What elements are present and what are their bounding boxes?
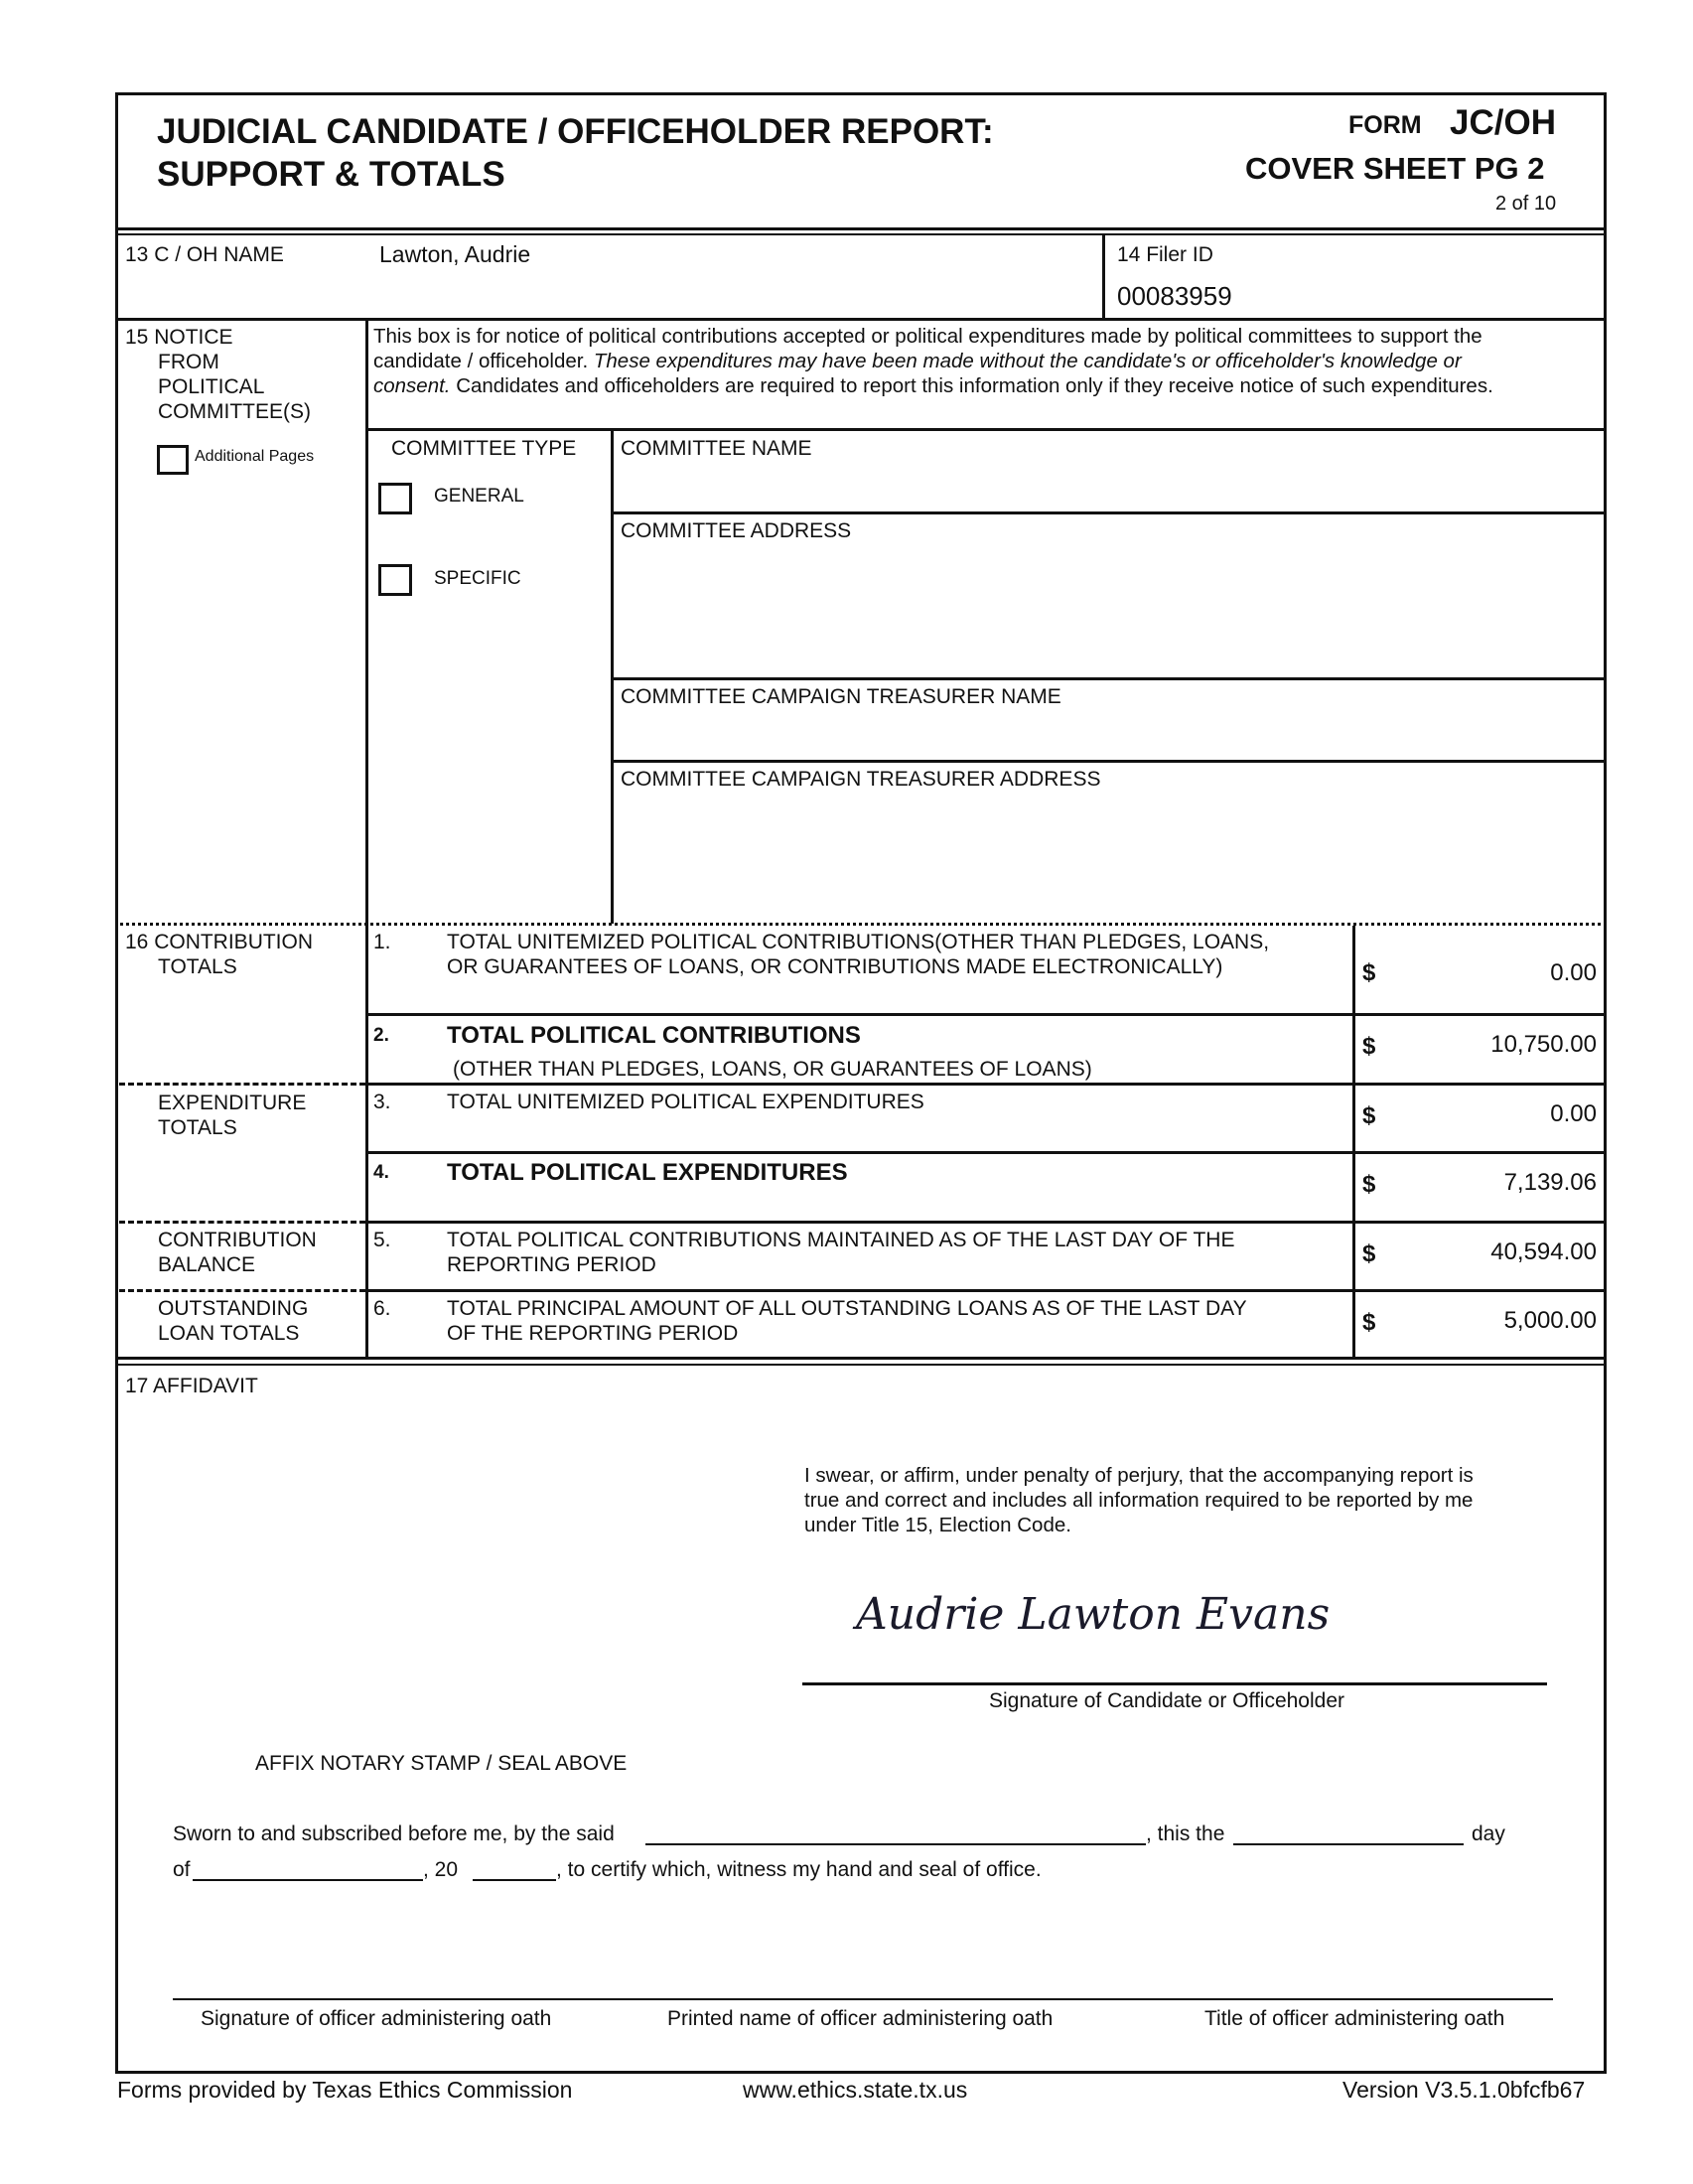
row2-dollar: $: [1362, 1033, 1376, 1060]
notice-label-1: 15 NOTICE: [125, 326, 233, 349]
row5-text-1: TOTAL POLITICAL CONTRIBUTIONS MAINTAINED AS OF THE LAST DAY OF THE: [447, 1229, 1235, 1251]
cand-name-label: 13 C / OH NAME: [125, 243, 284, 266]
outstanding-dashed: [119, 1289, 365, 1292]
row3-bottom: [365, 1151, 1607, 1154]
row4-dollar: $: [1362, 1171, 1376, 1198]
notice-text-3: consent. Candidates and officeholders are required to report this information only if they receive notice of such expenditures.: [373, 374, 1493, 397]
committee-name-bottom: [611, 511, 1607, 514]
report-title-line1: JUDICIAL CANDIDATE / OFFICEHOLDER REPORT:: [157, 112, 994, 151]
notice-text-2: candidate / officeholder. These expenditures may have been made without the candidate's or officeholder's knowledge or: [373, 350, 1462, 372]
contribution-totals-label-2: TOTALS: [158, 955, 237, 978]
contribution-balance-label-1: CONTRIBUTION: [158, 1229, 317, 1251]
row5-text-2: REPORTING PERIOD: [447, 1253, 656, 1276]
row2-num: 2.: [373, 1025, 389, 1046]
sworn-day-blank[interactable]: [1233, 1843, 1464, 1845]
row3-amount: 0.00: [1550, 1100, 1597, 1127]
filer-id-value: 00083959: [1117, 281, 1232, 311]
footer-version: Version V3.5.1.0bfcfb67: [1342, 2077, 1586, 2103]
row5-dollar: $: [1362, 1240, 1376, 1267]
committee-address-bottom: [611, 677, 1607, 680]
candidate-signature-caption: Signature of Candidate or Officeholder: [989, 1689, 1345, 1712]
footer-url[interactable]: www.ethics.state.tx.us: [743, 2077, 968, 2103]
treasurer-address-label: COMMITTEE CAMPAIGN TREASURER ADDRESS: [621, 768, 1101, 791]
section13-bottom: [115, 318, 1607, 321]
row4-amount: 7,139.06: [1503, 1169, 1597, 1196]
sworn-text-d: of: [173, 1858, 191, 1881]
expenditure-totals-label-1: EXPENDITURE: [158, 1092, 307, 1114]
row4-num: 4.: [373, 1162, 389, 1183]
row3-text-1: TOTAL UNITEMIZED POLITICAL EXPENDITURES: [447, 1091, 924, 1113]
row3-num: 3.: [373, 1091, 391, 1113]
row6-text-2: OF THE REPORTING PERIOD: [447, 1322, 739, 1345]
additional-pages-checkbox[interactable]: [157, 445, 189, 475]
row1-text-2: OR GUARANTEES OF LOANS, OR CONTRIBUTIONS MADE ELECTRONICALLY): [447, 955, 1223, 978]
candidate-signature: Audrie Lawton Evans: [856, 1589, 1331, 1640]
sworn-text-a: Sworn to and subscribed before me, by the said: [173, 1822, 615, 1845]
general-checkbox[interactable]: [378, 483, 412, 514]
specific-checkbox[interactable]: [378, 564, 412, 596]
specific-label: SPECIFIC: [434, 568, 521, 589]
committee-type-label: COMMITTEE TYPE: [391, 437, 577, 460]
outstanding-label-2: LOAN TOTALS: [158, 1322, 300, 1345]
officer-signature-line[interactable]: [173, 1998, 1553, 2000]
section16-bottom-2: [115, 1364, 1607, 1366]
officer-printed-caption: Printed name of officer administering oath: [667, 2007, 1054, 2030]
footer-provider: Forms provided by Texas Ethics Commission: [117, 2077, 573, 2103]
sworn-text-c: day: [1472, 1822, 1505, 1845]
expenditure-totals-label-2: TOTALS: [158, 1116, 237, 1139]
notice-label-3: POLITICAL: [158, 375, 265, 398]
sworn-text-f: , to certify which, witness my hand and seal of office.: [556, 1858, 1042, 1881]
row3-dollar: $: [1362, 1102, 1376, 1129]
report-title-line2: SUPPORT & TOTALS: [157, 155, 505, 194]
notice-label-2: FROM: [158, 351, 219, 373]
row4-text-1: TOTAL POLITICAL EXPENDITURES: [447, 1159, 848, 1186]
treasurer-name-label: COMMITTEE CAMPAIGN TREASURER NAME: [621, 685, 1061, 708]
committee-address-label: COMMITTEE ADDRESS: [621, 519, 852, 542]
cand-name-value: Lawton, Audrie: [379, 241, 531, 267]
expenditure-dashed: [119, 1083, 365, 1086]
treasurer-name-bottom: [611, 760, 1607, 763]
committee-name-label: COMMITTEE NAME: [621, 437, 812, 460]
row6-dollar: $: [1362, 1309, 1376, 1336]
left-column-divider: [365, 320, 368, 1358]
section16-top-dotted: [115, 923, 1607, 926]
row2-text-2: (OTHER THAN PLEDGES, LOANS, OR GUARANTEES OF LOANS): [453, 1058, 1092, 1081]
row6-num: 6.: [373, 1297, 391, 1320]
filer-id-label: 14 Filer ID: [1117, 243, 1213, 266]
row6-text-1: TOTAL PRINCIPAL AMOUNT OF ALL OUTSTANDING LOANS AS OF THE LAST DAY: [447, 1297, 1247, 1320]
officer-signature-caption: Signature of officer administering oath: [201, 2007, 552, 2030]
filer-id-divider: [1102, 234, 1105, 320]
balance-dashed: [119, 1221, 365, 1224]
row1-num: 1.: [373, 931, 391, 953]
row1-text-1: TOTAL UNITEMIZED POLITICAL CONTRIBUTIONS(OTHER THAN PLEDGES, LOANS,: [447, 931, 1270, 953]
row6-amount: 5,000.00: [1503, 1307, 1597, 1334]
officer-title-caption: Title of officer administering oath: [1204, 2007, 1505, 2030]
row2-amount: 10,750.00: [1490, 1031, 1597, 1058]
sworn-month-blank[interactable]: [193, 1879, 423, 1881]
row2-bottom: [365, 1083, 1607, 1086]
general-label: GENERAL: [434, 486, 524, 507]
sworn-year-blank[interactable]: [473, 1879, 556, 1881]
page-count: 2 of 10: [1495, 193, 1557, 215]
header-divider: [115, 227, 1607, 230]
notary-stamp-label: AFFIX NOTARY STAMP / SEAL ABOVE: [255, 1752, 628, 1775]
row1-dollar: $: [1362, 959, 1376, 986]
notice-text-1: This box is for notice of political contributions accepted or political expenditures made by political committees to support the: [373, 325, 1482, 348]
row1-bottom: [365, 1013, 1607, 1016]
oath-text-2: true and correct and includes all information required to be reported by me: [804, 1489, 1474, 1512]
oath-text-1: I swear, or affirm, under penalty of perjury, that the accompanying report is: [804, 1464, 1474, 1487]
form-code: JC/OH: [1450, 103, 1556, 142]
row1-amount: 0.00: [1550, 959, 1597, 986]
candidate-signature-line: [802, 1682, 1547, 1685]
sworn-text-e: , 20: [423, 1858, 459, 1881]
row5-amount: 40,594.00: [1490, 1238, 1597, 1265]
additional-pages-label: Additional Pages: [195, 448, 315, 465]
sworn-text-b: , this the: [1146, 1822, 1225, 1845]
sworn-name-blank[interactable]: [645, 1843, 1146, 1845]
amount-column-divider: [1352, 926, 1355, 1358]
outstanding-label-1: OUTSTANDING: [158, 1297, 309, 1320]
notice-label-4: COMMITTEE(S): [158, 400, 311, 423]
form-prefix: FORM: [1348, 111, 1422, 139]
row4-bottom: [365, 1221, 1607, 1224]
row2-text-1: TOTAL POLITICAL CONTRIBUTIONS: [447, 1022, 861, 1049]
row5-bottom: [365, 1289, 1607, 1292]
affidavit-label: 17 AFFIDAVIT: [125, 1375, 258, 1397]
oath-text-3: under Title 15, Election Code.: [804, 1514, 1071, 1536]
cover-sheet-label: COVER SHEET PG 2: [1245, 151, 1545, 186]
row5-num: 5.: [373, 1229, 391, 1251]
contribution-totals-label-1: 16 CONTRIBUTION: [125, 931, 314, 953]
notice-box-bottom: [365, 428, 1607, 431]
header-divider-2: [115, 233, 1607, 235]
section16-bottom: [115, 1357, 1607, 1360]
contribution-balance-label-2: BALANCE: [158, 1253, 256, 1276]
